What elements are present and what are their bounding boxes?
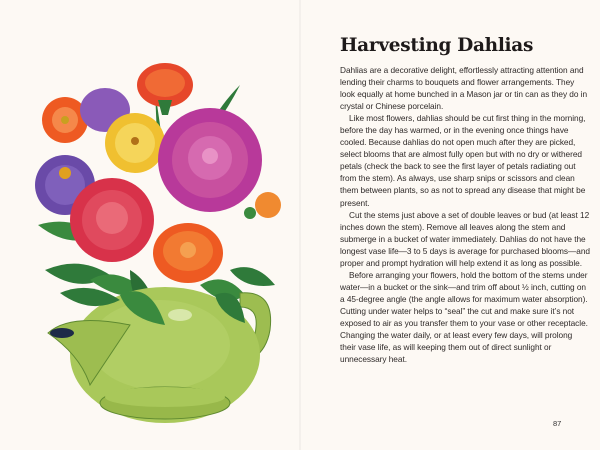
article [340,34,590,365]
book-gutter [299,0,301,450]
orange-bud-icon [244,192,281,219]
orange-zinnia-icon [137,63,193,115]
article-title: Harvesting Dahlias [340,35,534,56]
yellow-zinnia-icon [105,113,165,173]
page-number: 87 [553,419,562,428]
article-paragraph-3: Cut the stems just above a set of double leaves or bud (at least 12 inches down the stem). Remove all leaves along the stem and submerge in a bucket of water immediately. Dahlias do not have the longest vase life—3 to 5 days is average for purchased blooms—and proper and prompt hydration will help extend it as long as possible. [340,209,590,268]
orange-zinnia-bottom-icon [153,223,223,283]
magenta-dahlia-icon [158,108,262,212]
red-dahlia-icon [70,178,154,262]
article-paragraph-4: Before arranging your flowers, hold the bottom of the stems under water—in a bucket or the sink—and trim off about ½ inch, cutting on a 45-degree angle (the angle allows for maximum water absorption). Cutting under water helps to “seal” the cut and make sure it’s not exposed to air as you transfer them to your vase or other receptacle. Changing the water daily, or at least every few days, will prolong their vase life, as will keeping them out of direct sunlight or unnecessary heat. [340,269,588,365]
flower-bouquet-teapot-illustration [30,55,290,425]
article-paragraph-1: Dahlias are a decorative delight, effortlessly attracting attention and lending their charms to bouquets and flower arrangements. They look equally at home bunched in a Mason jar or tin can as they do in crystal or Chinese porcelain. [340,65,588,112]
article-paragraph-2: Like most flowers, dahlias should be cut first thing in the morning, before the day has warmed, or in the evening once things have cooled. Because dahlias do not open much after they are picked, select blooms that are almost fully open but with no dry or withered petals (check the back to see the first layer of petals radiating out from the stem). As always, use sharp snips or scissors and clean them between plants, so as not to spread any disease that might be present. [340,113,586,208]
